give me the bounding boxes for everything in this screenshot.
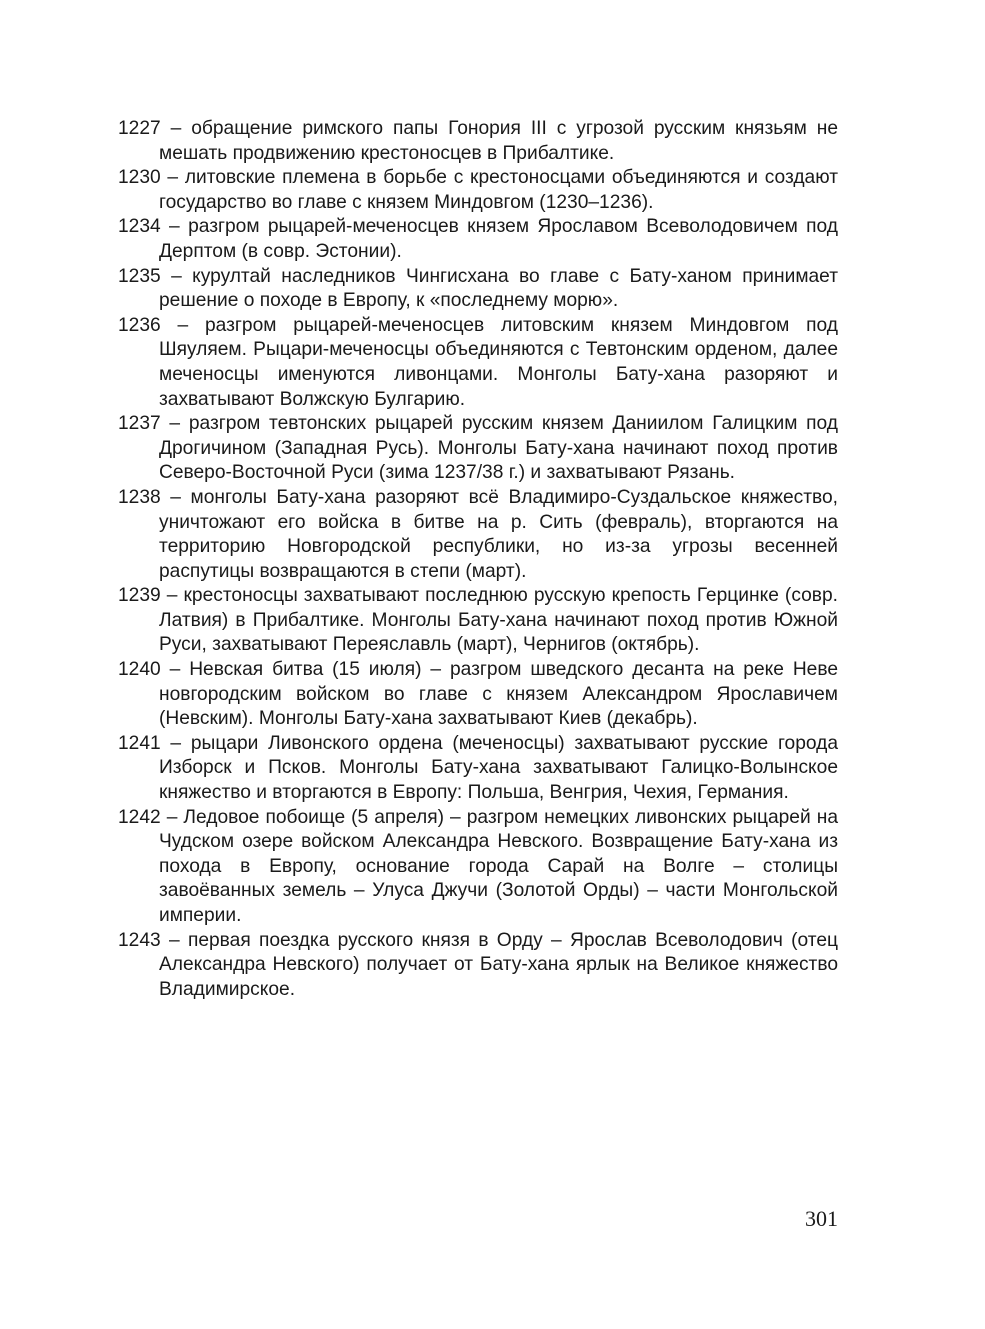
- chronology-entry-1242: [118, 806, 838, 929]
- entry-separator: –: [160, 929, 188, 951]
- chronology-entry-1239: [118, 584, 838, 658]
- entry-separator: –: [160, 585, 184, 607]
- chronology-entry-1236: [118, 314, 838, 412]
- entry-separator: –: [160, 314, 205, 336]
- chronology-list: [118, 117, 838, 1002]
- entry-year: 1227: [118, 118, 161, 139]
- chronology-entry-1230: [118, 166, 838, 215]
- entry-separator: –: [160, 118, 192, 139]
- entry-text: обращение римского папы Гонория III с угрозой русским князьям не мешать продвижению крестоносцев в Прибалтике.: [159, 118, 838, 164]
- entry-separator: –: [160, 486, 191, 508]
- entry-text: курултай наследников Чингисхана во главе с Бату-ханом принимает решение о походе в Европу, к «последнему морю».: [159, 265, 839, 312]
- entry-year: 1239: [118, 585, 161, 607]
- entry-year: 1230: [118, 167, 161, 189]
- chronology-entry-1234: [118, 215, 838, 264]
- entry-text: монголы Бату-хана разоряют всё Владимиро-Суздальское княжество, уничтожают его войска в битве на р. Сить (февраль), вторгаются на территорию Новгородской республики, но из-за угрозы весенней распутицы возвращаются в степи (март).: [159, 486, 838, 582]
- entry-text: Ледовое побоище (5 апреля) – разгром немецких ливонских рыцарей на Чудском озере войском Александра Невского. Возвращение Бату-хана из похода в Европу, основание города Сарай на Волге – столицы завоёванных земель – Улуса Джучи (Золотой Орды) – части Монгольской империи.: [159, 806, 838, 926]
- entry-separator: –: [160, 806, 184, 828]
- entry-year: 1234: [118, 216, 161, 238]
- entry-year: 1238: [118, 486, 161, 508]
- entry-separator: –: [160, 216, 189, 238]
- entry-year: 1243: [118, 929, 161, 951]
- entry-year: 1240: [118, 659, 161, 681]
- chronology-entry-1238: [118, 486, 838, 584]
- entry-text: первая поездка русского князя в Орду – Ярослав Всеволодович (отец Александра Невского) получает от Бату-хана ярлык на Великое княжество Владимирское.: [159, 929, 839, 1000]
- page-number: 301: [805, 1206, 838, 1231]
- chronology-entry-1243: [118, 929, 838, 1003]
- entry-text: рыцари Ливонского ордена (меченосцы) захватывают русские города Изборск и Псков. Монголы Бату-хана захватывают Галицко-Волынское княжество и вторгаются в Европу: Польша, Венгрия, Чехия, Германия.: [159, 732, 838, 804]
- entry-text: литовские племена в борьбе с крестоносцами объединяются и создают государство во главе с князем Миндовгом (1230–1236).: [159, 167, 838, 213]
- chronology-entry-1240: [118, 658, 838, 732]
- entry-separator: –: [160, 413, 189, 435]
- entry-year: 1242: [118, 806, 161, 828]
- entry-separator: –: [160, 167, 185, 189]
- entry-separator: –: [160, 659, 190, 681]
- entry-separator: –: [160, 265, 193, 287]
- entry-text: крестоносцы захватывают последнюю русскую крепость Герцинке (совр. Латвия) в Прибалтике. Монголы Бату-хана начинают поход против Южной Руси, захватывают Переяславль (март), Чернигов (октябрь).: [159, 585, 838, 656]
- entry-text: разгром рыцарей-меченосцев князем Ярославом Всеволодовичем под Дерптом (в совр. Эстонии).: [159, 216, 838, 262]
- entry-year: 1235: [118, 265, 161, 287]
- entry-text: разгром тевтонских рыцарей русским князем Даниилом Галицким под Дрогичином (Западная Русь). Монголы Бату-хана начинают поход против Северо-Восточной Руси (зима 1237/38 г.) и захватывают Рязань.: [159, 413, 838, 484]
- entry-text: разгром рыцарей-меченосцев литовским князем Миндовгом под Шяуляем. Рыцари-меченосцы объединяются с Тевтонским орденом, далее меченосцы именуются ливонцами. Монголы Бату-хана разоряют и захватывают Волжскую Булгарию.: [159, 314, 838, 410]
- entry-year: 1237: [118, 413, 161, 435]
- entry-year: 1241: [118, 732, 161, 754]
- entry-separator: –: [160, 732, 191, 754]
- entry-text: Невская битва (15 июля) – разгром шведского десанта на реке Неве новгородским войском во главе с князем Александром Ярославичем (Невским). Монголы Бату-хана захватывают Киев (декабрь).: [159, 659, 838, 730]
- chronology-entry-1235: [118, 265, 838, 314]
- chronology-entry-1241: [118, 732, 838, 806]
- chronology-entry-1237: [118, 412, 838, 486]
- chronology-entry-1227: [118, 117, 838, 166]
- entry-year: 1236: [118, 314, 161, 336]
